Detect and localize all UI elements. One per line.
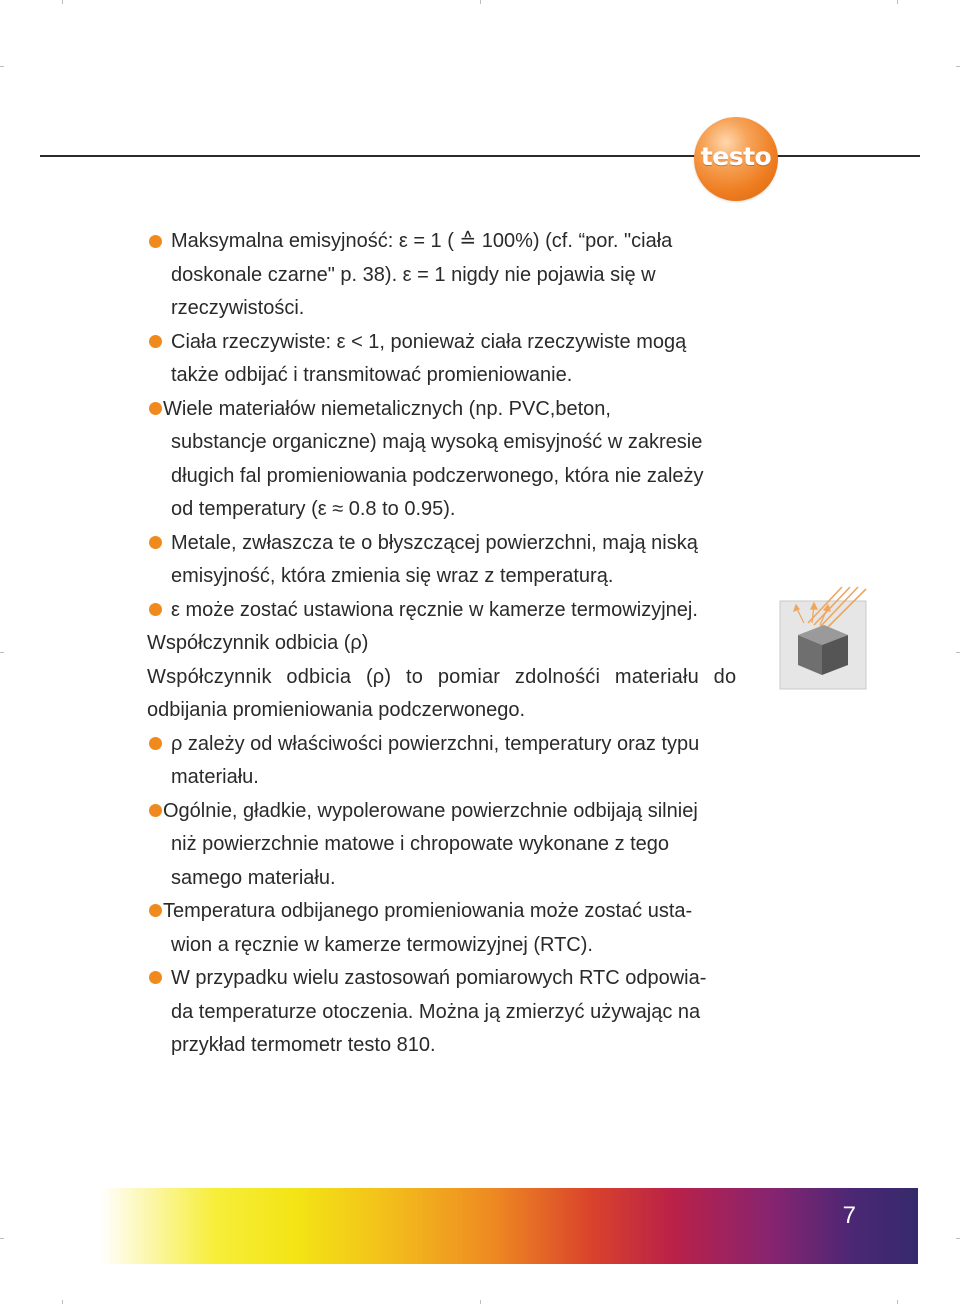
bullet-line: Maksymalna emisyjność: ε = 1 ( ≙ 100%) (cf. “por. "ciała bbox=[171, 230, 673, 252]
crop-mark bbox=[0, 1238, 4, 1239]
crop-mark bbox=[956, 652, 960, 653]
bullet-dot bbox=[149, 335, 162, 348]
bullet-dot bbox=[149, 536, 162, 549]
bullet-line: materiału. bbox=[171, 766, 259, 788]
bullet-line: substancje organiczne) mają wysoką emisyjność w zakresie bbox=[171, 431, 703, 453]
bullet-line: wion a ręcznie w kamerze termowizyjnej (RTC). bbox=[171, 934, 593, 956]
crop-mark bbox=[0, 66, 4, 67]
section-heading: Współczynnik odbicia (ρ) bbox=[147, 632, 369, 654]
bullet-line: ε może zostać ustawiona ręcznie w kamerze termowizyjnej. bbox=[171, 599, 698, 621]
crop-mark bbox=[62, 1300, 63, 1304]
crop-mark bbox=[0, 652, 4, 653]
bullet-dot bbox=[149, 402, 162, 415]
header-rule bbox=[40, 155, 920, 157]
bullet-dot bbox=[149, 235, 162, 248]
bullet-line: Ciała rzeczywiste: ε < 1, ponieważ ciała rzeczywiste mogą bbox=[171, 331, 687, 353]
bullet-line: także odbijać i transmitować promieniowanie. bbox=[171, 364, 573, 386]
crop-mark bbox=[956, 1238, 960, 1239]
bullet-line: da temperaturze otoczenia. Można ją zmierzyć używając na bbox=[171, 1001, 701, 1023]
bullet-dot bbox=[149, 971, 162, 984]
testo-logo bbox=[694, 117, 778, 201]
bullet-line: długich fal promieniowania podczerwonego, która nie zależy bbox=[171, 465, 704, 487]
bullet-line: od temperatury (ε ≈ 0.8 to 0.95). bbox=[171, 498, 456, 520]
bullet-dot bbox=[149, 737, 162, 750]
bullet-line: Temperatura odbijanego promieniowania może zostać usta- bbox=[163, 900, 693, 922]
paragraph-line: Współczynnik odbicia (ρ) to pomiar zdolnośći materiału do bbox=[147, 666, 737, 688]
paragraph-line: odbijania promieniowania podczerwonego. bbox=[147, 699, 526, 721]
page-number: 7 bbox=[842, 1202, 856, 1229]
crop-mark bbox=[897, 1300, 898, 1304]
crop-mark bbox=[897, 0, 898, 4]
logo-text: testo bbox=[700, 142, 772, 171]
bullet-dot bbox=[149, 603, 162, 616]
bullet-line: W przypadku wielu zastosowań pomiarowych RTC odpowia- bbox=[171, 967, 707, 989]
crop-mark bbox=[62, 0, 63, 4]
bullet-dot bbox=[149, 804, 162, 817]
crop-mark bbox=[956, 66, 960, 67]
bullet-line: doskonale czarne" p. 38). ε = 1 nigdy nie pojawia się w bbox=[171, 264, 656, 286]
bullet-line: Wiele materiałów niemetalicznych (np. PVC,beton, bbox=[163, 398, 611, 420]
bullet-line: ρ zależy od właściwości powierzchni, temperatury oraz typu bbox=[171, 733, 700, 755]
cube-icon bbox=[798, 625, 848, 675]
bullet-dot bbox=[149, 904, 162, 917]
bullet-line: rzeczywistości. bbox=[171, 297, 305, 319]
bullet-line: Metale, zwłaszcza te o błyszczącej powierzchni, mają niską bbox=[171, 532, 698, 554]
bullet-line: emisyjność, która zmienia się wraz z temperaturą. bbox=[171, 565, 614, 587]
crop-mark bbox=[480, 0, 481, 4]
bullet-line: przykład termometr testo 810. bbox=[171, 1034, 436, 1056]
reflection-cube-illustration bbox=[778, 583, 868, 691]
footer-gradient-band bbox=[100, 1188, 918, 1264]
bullet-line: samego materiału. bbox=[171, 867, 336, 889]
bullet-line: niż powierzchnie matowe i chropowate wykonane z tego bbox=[171, 833, 670, 855]
bullet-line: Ogólnie, gładkie, wypolerowane powierzchnie odbijają silniej bbox=[163, 800, 698, 822]
crop-mark bbox=[480, 1300, 481, 1304]
